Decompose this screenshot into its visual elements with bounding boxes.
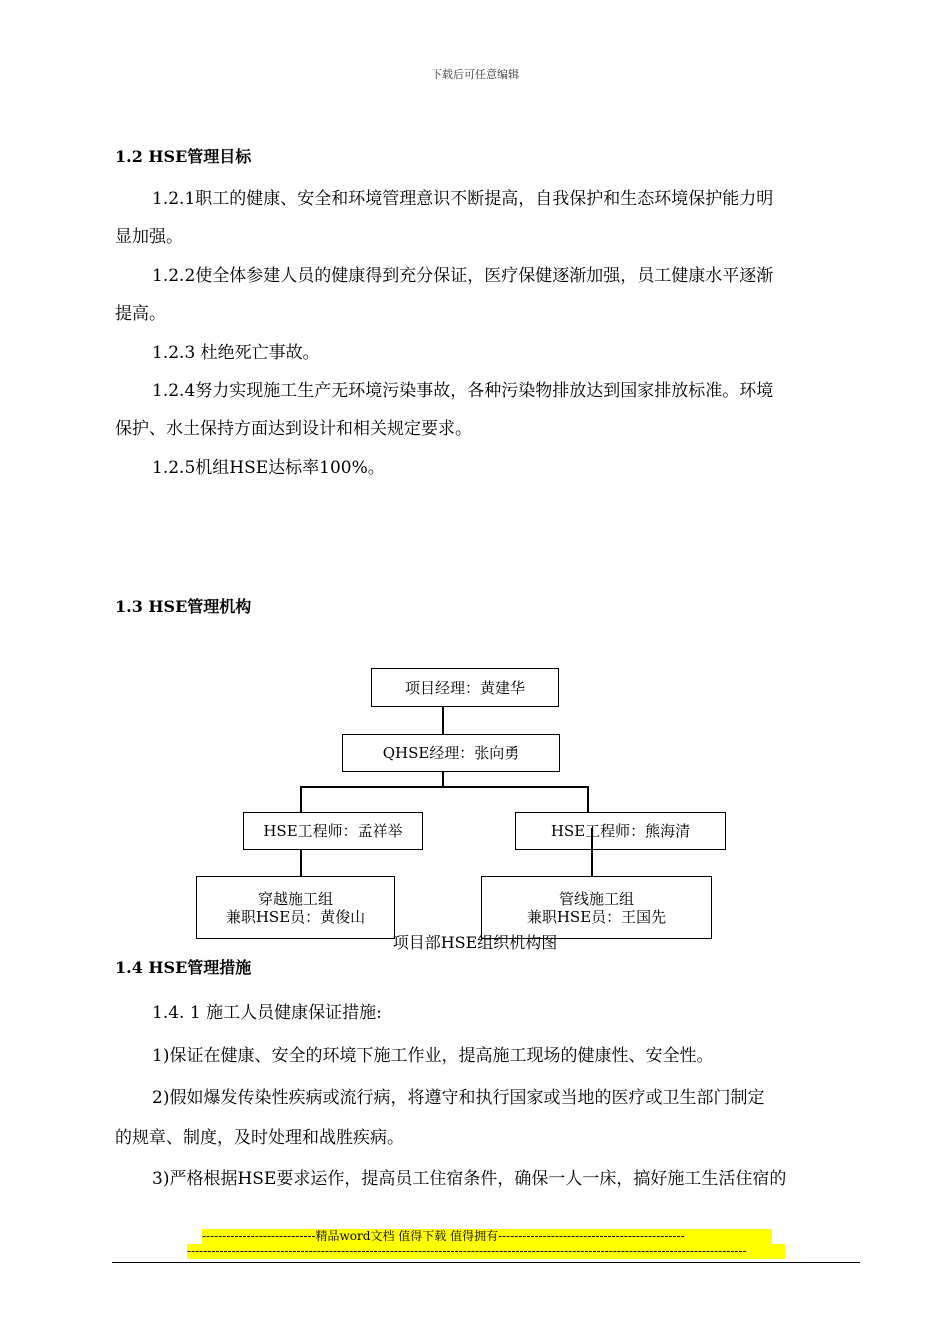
- section-heading-1-2: 1.2 HSE管理目标: [115, 147, 252, 166]
- connector-branch-right: [587, 786, 589, 812]
- paragraph-measure-1: 1)保证在健康、安全的环境下施工作业，提高施工现场的健康性、安全性。: [152, 1046, 714, 1066]
- org-box-engineer-right: [515, 812, 726, 850]
- connector-branch-horizontal: [300, 786, 588, 788]
- org-box-engineer-left: [243, 812, 423, 850]
- paragraph-1-2-2: 1.2.2使全体参建人员的健康得到充分保证，医疗保健逐渐加强，员工健康水平逐渐: [152, 266, 774, 286]
- page-header: 下载后可任意编辑: [431, 68, 519, 81]
- section-heading-1-3: 1.3 HSE管理机构: [115, 597, 252, 616]
- org-engineer-left-label: HSE工程师：孟祥举: [263, 822, 403, 840]
- org-manager-label: 项目经理：黄建华: [404, 678, 525, 697]
- connector-qhse-branch: [442, 771, 444, 787]
- org-group-left-name: 穿越施工组: [257, 889, 333, 908]
- footer-banner-line1: ----------------------------精品word文档 值得下载 值得拥有----------------------------------------------: [202, 1229, 772, 1244]
- paragraph-1-2-5: 1.2.5机组HSE达标率100%。: [152, 458, 385, 478]
- paragraph-measure-2-cont: 的规章、制度，及时处理和战胜疾病。: [115, 1128, 404, 1148]
- connector-branch-left: [300, 786, 302, 812]
- org-group-left-person: 兼职HSE员：黄俊山: [225, 907, 366, 926]
- paragraph-measure-3: 3)严格根据HSE要求运作，提高员工住宿条件，确保一人一床，搞好施工生活住宿的: [152, 1169, 787, 1189]
- paragraph-1-4-1: 1.4. 1 施工人员健康保证措施:: [152, 1003, 382, 1023]
- footer-rule: [112, 1262, 860, 1263]
- org-engineer-right-label: HSE工程师：熊海清: [550, 822, 691, 840]
- org-group-right-name: 管线施工组: [558, 889, 634, 908]
- paragraph-1-2-3: 1.2.3 杜绝死亡事故。: [152, 343, 320, 363]
- org-qhse-label: QHSE经理：张向勇: [382, 744, 520, 762]
- paragraph-1-2-4: 1.2.4努力实现施工生产无环境污染事故，各种污染物排放达到国家排放标准。环境: [152, 381, 774, 401]
- section-heading-1-4: 1.4 HSE管理措施: [115, 958, 252, 977]
- org-chart-caption: 项目部HSE组织机构图: [392, 933, 558, 952]
- connector-left-group: [300, 849, 302, 877]
- org-box-manager: [371, 668, 559, 707]
- connector-manager-qhse: [442, 706, 444, 734]
- paragraph-1-2-1: 1.2.1职工的健康、安全和环境管理意识不断提高，自我保护和生态环境保护能力明: [152, 189, 774, 209]
- paragraph-1-2-4-cont: 保护、水土保持方面达到设计和相关规定要求。: [115, 419, 472, 439]
- paragraph-1-2-1-cont: 显加强。: [115, 227, 183, 247]
- footer-banner-line2: ------------------------------------------------------------------------------------------------------------------------------------------: [187, 1244, 785, 1259]
- org-group-right-person: 兼职HSE员：王国先: [526, 907, 667, 926]
- org-box-qhse: [342, 734, 560, 772]
- paragraph-measure-2: 2)假如爆发传染性疾病或流行病，将遵守和执行国家或当地的医疗或卫生部门制定: [152, 1088, 765, 1108]
- paragraph-1-2-2-cont: 提高。: [115, 304, 166, 324]
